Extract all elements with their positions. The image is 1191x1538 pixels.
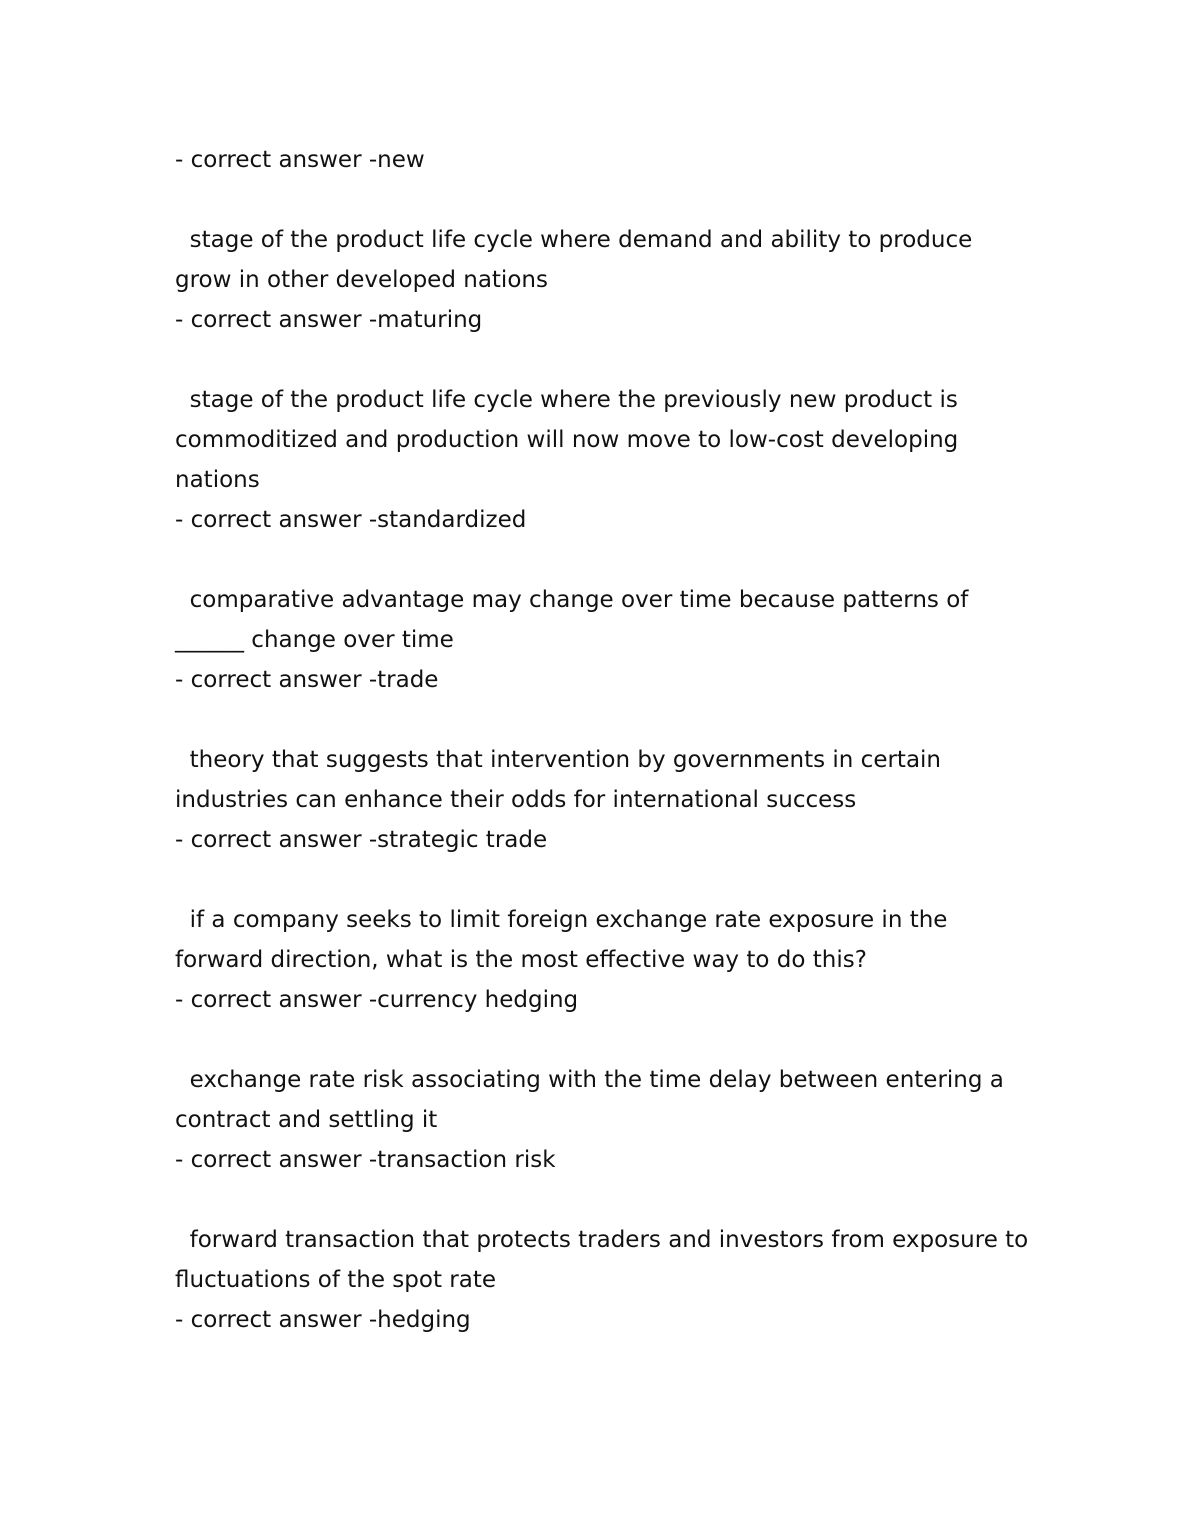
answer-text: - correct answer -new bbox=[175, 147, 425, 173]
question-text: stage of the product life cycle where demand and ability to produce grow in other developed nations bbox=[175, 227, 980, 293]
qa-entry bbox=[175, 140, 1035, 180]
question-text: comparative advantage may change over time because patterns of ______ change over time bbox=[175, 587, 976, 653]
qa-entry bbox=[175, 900, 1035, 1020]
qa-entry bbox=[175, 740, 1035, 860]
answer-text: - correct answer -maturing bbox=[175, 307, 483, 333]
document-page bbox=[175, 140, 1035, 1380]
qa-entry bbox=[175, 1060, 1035, 1180]
qa-entry bbox=[175, 220, 1035, 340]
answer-text: - correct answer -trade bbox=[175, 667, 439, 693]
answer-text: - correct answer -hedging bbox=[175, 1307, 471, 1333]
answer-text: - correct answer -strategic trade bbox=[175, 827, 548, 853]
answer-text: - correct answer -standardized bbox=[175, 507, 527, 533]
qa-entry bbox=[175, 580, 1035, 700]
question-text: forward transaction that protects traders and investors from exposure to fluctuations of the spot rate bbox=[175, 1227, 1036, 1293]
qa-entry bbox=[175, 380, 1035, 540]
question-text: stage of the product life cycle where the previously new product is commoditized and production will now move to low-cost developing nations bbox=[175, 387, 966, 493]
question-text: theory that suggests that intervention by governments in certain industries can enhance their odds for international success bbox=[175, 747, 949, 813]
question-text: exchange rate risk associating with the time delay between entering a contract and settling it bbox=[175, 1067, 1012, 1133]
answer-text: - correct answer -currency hedging bbox=[175, 987, 579, 1013]
question-text: if a company seeks to limit foreign exchange rate exposure in the forward direction, what is the most effective way to do this? bbox=[175, 907, 955, 973]
answer-text: - correct answer -transaction risk bbox=[175, 1147, 556, 1173]
qa-entry bbox=[175, 1220, 1035, 1340]
